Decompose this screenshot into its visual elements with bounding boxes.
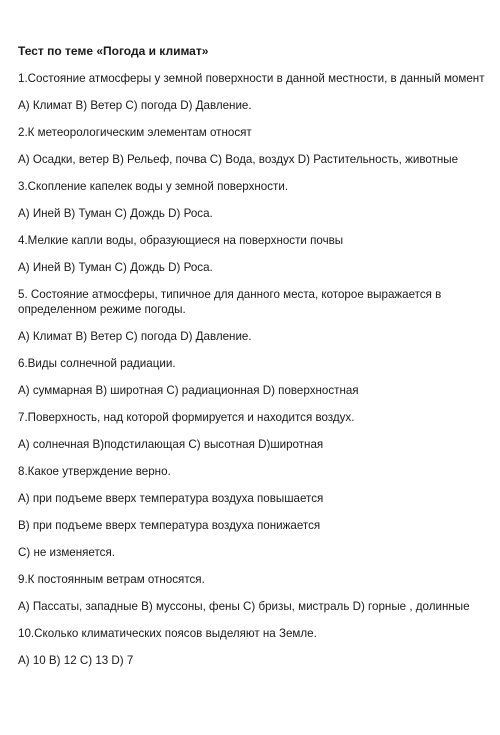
answer-8b: В) при подъеме вверх температура воздуха понижается [18, 519, 321, 532]
question-1: 1.Состояние атмосферы у земной поверхности в данной местности, в данный момент [18, 72, 485, 85]
question-7: 7.Поверхность, над которой формируется и находится воздух. [18, 411, 355, 424]
answers-10: А) 10 В) 12 С) 13 D) 7 [18, 654, 134, 667]
answers-5: А) Климат В) Ветер С) погода D) Давление. [18, 330, 252, 343]
question-5-line-1: 5. Состояние атмосферы, типичное для данного места, которое выражается в [18, 288, 442, 301]
question-9: 9.К постоянным ветрам относятся. [18, 573, 205, 586]
question-4: 4.Мелкие капли воды, образующиеся на поверхности почвы [18, 234, 344, 247]
answers-1: А) Климат В) Ветер С) погода D) Давление. [18, 99, 252, 112]
answers-2: А) Осадки, ветер В) Рельеф, почва С) Вода, воздух D) Растительность, животные [18, 153, 459, 166]
document-title: Тест по теме «Погода и климат» [18, 44, 209, 58]
answers-6: А) суммарная В) широтная С) радиационная D) поверхностная [18, 384, 359, 397]
answers-4: А) Иней В) Туман С) Дождь D) Роса. [18, 261, 213, 274]
question-6: 6.Виды солнечной радиации. [18, 357, 176, 370]
answers-7: А) солнечная В)подстилающая С) высотная D)широтная [18, 438, 324, 451]
answers-3: А) Иней В) Туман С) Дождь D) Роса. [18, 207, 213, 220]
question-5-line-2: определенном режиме погоды. [18, 303, 186, 316]
question-3: 3.Скопление капелек воды у земной поверхности. [18, 180, 289, 193]
question-2: 2.К метеорологическим элементам относят [18, 126, 252, 139]
answers-9: А) Пассаты, западные В) муссоны, фены С) бризы, мистраль D) горные , долинные [18, 600, 470, 613]
answer-8a: А) при подъеме вверх температура воздуха повышается [18, 492, 324, 505]
answer-8c: С) не изменяется. [18, 546, 115, 559]
question-10: 10.Сколько климатических поясов выделяют на Земле. [18, 627, 317, 640]
question-8: 8.Какое утверждение верно. [18, 465, 171, 478]
